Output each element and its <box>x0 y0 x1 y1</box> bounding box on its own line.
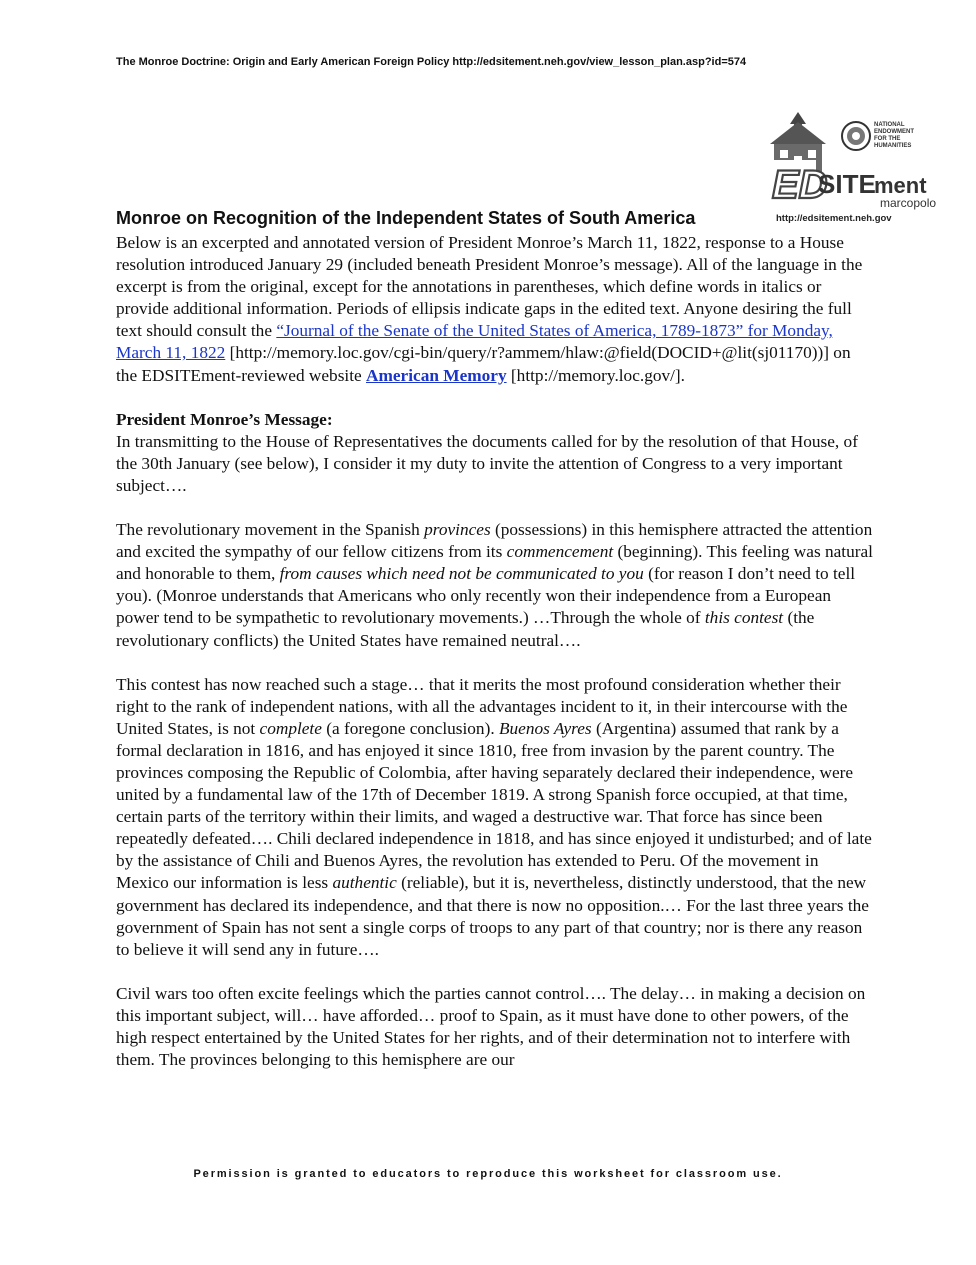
neh-seal-icon <box>842 122 870 150</box>
message-paragraph-3 <box>116 674 874 961</box>
p3-text-d: (reliable), but it is, nevertheless, distinctly understood, that the new government has declared its independence, and that there is now no opposition.… For the last three years the government of Spain has not sent a single corps of troops to any part of that country; nor is there any reason to believe it will send any in future…. <box>116 873 869 959</box>
intro-text-1: Below is an excerpted and annotated version of President Monroe’s March 11, 1822, response to a House resolution introduced January 29 (included beneath President Monroe’s message). All of the language in the excerpt is from the original, except for the annotations in parentheses, which define words in italics or provide additional information. Periods of ellipsis indicate gaps in the edited text. Anyone desiring the full text should consult the <box>116 233 863 341</box>
brand-tagline: marcopolo <box>880 196 937 210</box>
message-heading-para <box>116 409 874 431</box>
p2-text-a: The revolutionary movement in the Spanish <box>116 520 425 540</box>
american-memory-link[interactable]: American Memory <box>366 365 507 385</box>
org-line-1: NATIONAL <box>874 122 905 128</box>
intro-paragraph <box>116 232 874 387</box>
p2-italic-4: this contest <box>704 608 784 628</box>
p2-italic-2: commencement <box>506 542 614 562</box>
logo-url: http://edsitement.neh.gov <box>776 213 892 224</box>
message-paragraph-1: In transmitting to the House of Representatives the documents called for by the resolution of that House, of the 30th January (see below), I consider it my duty to invite the attention of Congress to a very important subject…. <box>116 431 858 495</box>
brand-ed: ED <box>772 163 828 207</box>
p3-italic-3: authentic <box>332 873 397 893</box>
brand-site: SITE <box>818 169 876 199</box>
document-body <box>116 232 874 1071</box>
brand-ment: ment <box>874 173 927 198</box>
message-heading: President Monroe’s Message: <box>116 409 333 429</box>
p2-text-c: (beginning). This feeling was natural and honorable to them, <box>116 542 873 584</box>
p2-text-d: (for reason I don’t need to tell you). (Monroe understands that Americans who only recently won their independence from a European power tend to be sympathetic to revolutionary movements.) …Through the whole of <box>116 564 856 628</box>
org-line-4: HUMANITIES <box>874 143 912 149</box>
p2-italic-1: provinces <box>424 520 491 540</box>
p2-italic-3: from causes which need not be communicated to you <box>279 564 644 584</box>
p3-text-c: (Argentina) assumed that rank by a formal declaration in 1816, and has enjoyed it since 1810, free from invasion by the parent country. The provinces composing the Republic of Colombia, after having separately declared their independence, were united by a fundamental law of the 17th of December 1819. A strong Spanish force occupied, at that time, certain parts of the territory within their limits, and waged a destructive war. That force has since been repeatedly defeated…. Chili declared independence in 1818, and has since enjoyed it undisturbed; and of late by the assistance of Chili and Buenos Ayres, the revolution has extended to Peru. Of the movement in Mexico our information is less <box>116 718 872 893</box>
message-paragraph-4: Civil wars too often excite feelings which the parties cannot control…. The delay… in making a decision on this important subject, will… have afforded… proof to Spain, as it must have done to other powers, of the high respect entertained by the United States for her rights, and of their determination not to interfere with them. The provinces belonging to this hemisphere are our <box>116 983 866 1070</box>
p2-text-e: (the revolutionary conflicts) the United States have remained neutral…. <box>116 608 815 650</box>
p3-text-a: This contest has now reached such a stage… that it merits the most profound consideration whether their right to the rank of independent nations, with all the advantages incident to it, in their intercourse with the United States, is not <box>116 674 848 738</box>
org-line-2: ENDOWMENT <box>874 129 914 135</box>
p3-italic-1: complete <box>259 718 322 738</box>
org-line-3: FOR THE <box>874 136 901 142</box>
edsitement-logo <box>768 108 937 226</box>
p3-italic-2: Buenos Ayres <box>498 718 592 738</box>
p3-text-b: (a foregone conclusion). <box>321 718 499 738</box>
message-paragraph-2 <box>116 519 874 652</box>
intro-text-3: [http://memory.loc.gov/]. <box>506 365 685 385</box>
running-header: The Monroe Doctrine: Origin and Early American Foreign Policy http://edsitement.neh.gov/view_lesson_plan.asp?id=574 <box>116 56 747 68</box>
intro-text-2: [http://memory.loc.gov/cgi-bin/query/r?ammem/hlaw:@field(DOCID+@lit(sj01170))] on the EDSITEment-reviewed website <box>116 343 851 385</box>
permission-footer: Permission is granted to educators to reproduce this worksheet for classroom use. <box>193 1168 783 1180</box>
page-title: Monroe on Recognition of the Independent States of South America <box>116 208 696 228</box>
senate-journal-link[interactable]: “Journal of the Senate of the United States of America, 1789-1873” for Monday, March 11, 1822 <box>116 321 833 363</box>
p2-text-b: (possessions) in this hemisphere attracted the attention and excited the sympathy of our fellow citizens from its <box>116 520 873 562</box>
